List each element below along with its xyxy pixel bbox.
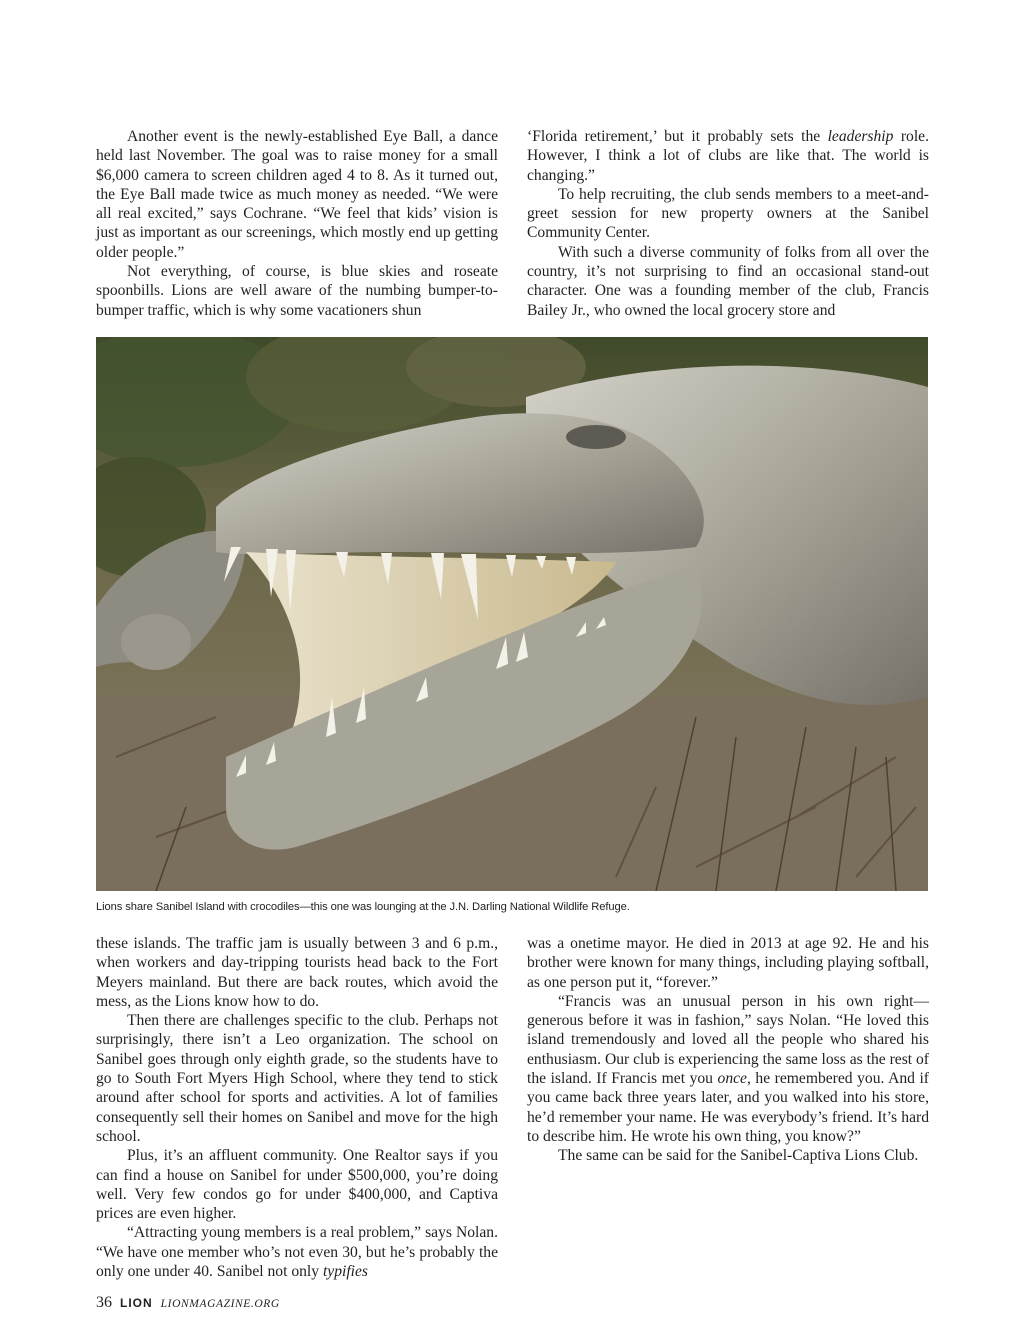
paragraph: Then there are challenges specific to the club. Perhaps not surprisingly, there isn’t a Leo organization. The school on Sanibel goes through only eighth grade, so the students have to go to South Fort Myers High School, where they tend to stick around after school for sports and activities. A lot of families consequently sell their homes on Sanibel and move for the high school. <box>96 1012 498 1145</box>
magazine-name: LION <box>120 1296 153 1310</box>
photo-caption: Lions share Sanibel Island with crocodiles—this one was lounging at the J.N. Darling National Wildlife Refuge. <box>96 901 630 913</box>
page-footer <box>96 1294 280 1312</box>
emphasis: typifies <box>322 1263 368 1281</box>
paragraph: “Francis was an unusual person in his own right—generous before it was in fashion,” says Nolan. “He loved this island tremendously and loved all the people who shared his enthusiasm. Our club is experiencing the same loss as the rest of the island. If Francis met you once, he remembered you. And if you came back three years later, and you walked into his store, he’d remember your name. He was everybody’s friend. It’s hard to describe him. He wrote his own thing, you know?” <box>527 992 930 1145</box>
paragraph: Another event is the newly-established Eye Ball, a dance held last November. The goal was to raise money for a small $6,000 camera to screen children aged 4 to 8. As it turned out, the Eye Ball made twice as much money as needed. “We were all real excited,” says Cochrane. “We feel that kids’ vision is just as important as our screenings, which mostly end up getting older people.” <box>96 128 498 261</box>
paragraph: Plus, it’s an affluent community. One Realtor says if you can find a house on Sanibel for under $500,000, you’re doing well. Very few condos go for under $400,000, and Captiva prices are even higher. <box>96 1147 498 1223</box>
paragraph: With such a diverse community of folks from all over the country, it’s not surprising to find an occasional stand-out character. One was a founding member of the club, Francis Bailey Jr., who owned the local grocery store and <box>527 243 929 319</box>
magazine-url: LIONMAGAZINE.ORG <box>160 1298 280 1310</box>
paragraph: “Attracting young members is a real problem,” says Nolan. “We have one member who’s not even 30, but he’s probably the only one under 40. Sanibel not only typifies <box>96 1224 498 1281</box>
emphasis: leadership <box>827 128 894 145</box>
article-column-bottom-right <box>527 934 929 1166</box>
paragraph: Not everything, of course, is blue skies and roseate spoonbills. Lions are well aware of the numbing bumper-to-bumper traffic, which is why some vacationers shun <box>96 263 498 319</box>
paragraph: these islands. The traffic jam is usually between 3 and 6 p.m., when workers and day-tripping tourists head back to the Fort Meyers mainland. But there are back routes, which avoid the mess, as the Lions know how to do. <box>96 935 498 1010</box>
crocodile-photo <box>96 337 928 891</box>
article-column-top-left <box>96 127 498 320</box>
article-column-bottom-left <box>96 934 498 1281</box>
paragraph: was a onetime mayor. He died in 2013 at age 92. He and his brother were known for many things, including playing softball, as one person put it, “forever.” <box>527 935 929 991</box>
paragraph: To help recruiting, the club sends members to a meet-and-greet session for new property owners at the Sanibel Community Center. <box>527 185 929 242</box>
paragraph: ‘Florida retirement,’ but it probably sets the leadership role. However, I think a lot of clubs are like that. The world is changing.” <box>527 128 929 184</box>
emphasis: once <box>717 1070 747 1088</box>
article-column-top-right <box>527 127 929 320</box>
page-number: 36 <box>96 1294 112 1311</box>
paragraph: The same can be said for the Sanibel-Captiva Lions Club. <box>558 1147 919 1165</box>
